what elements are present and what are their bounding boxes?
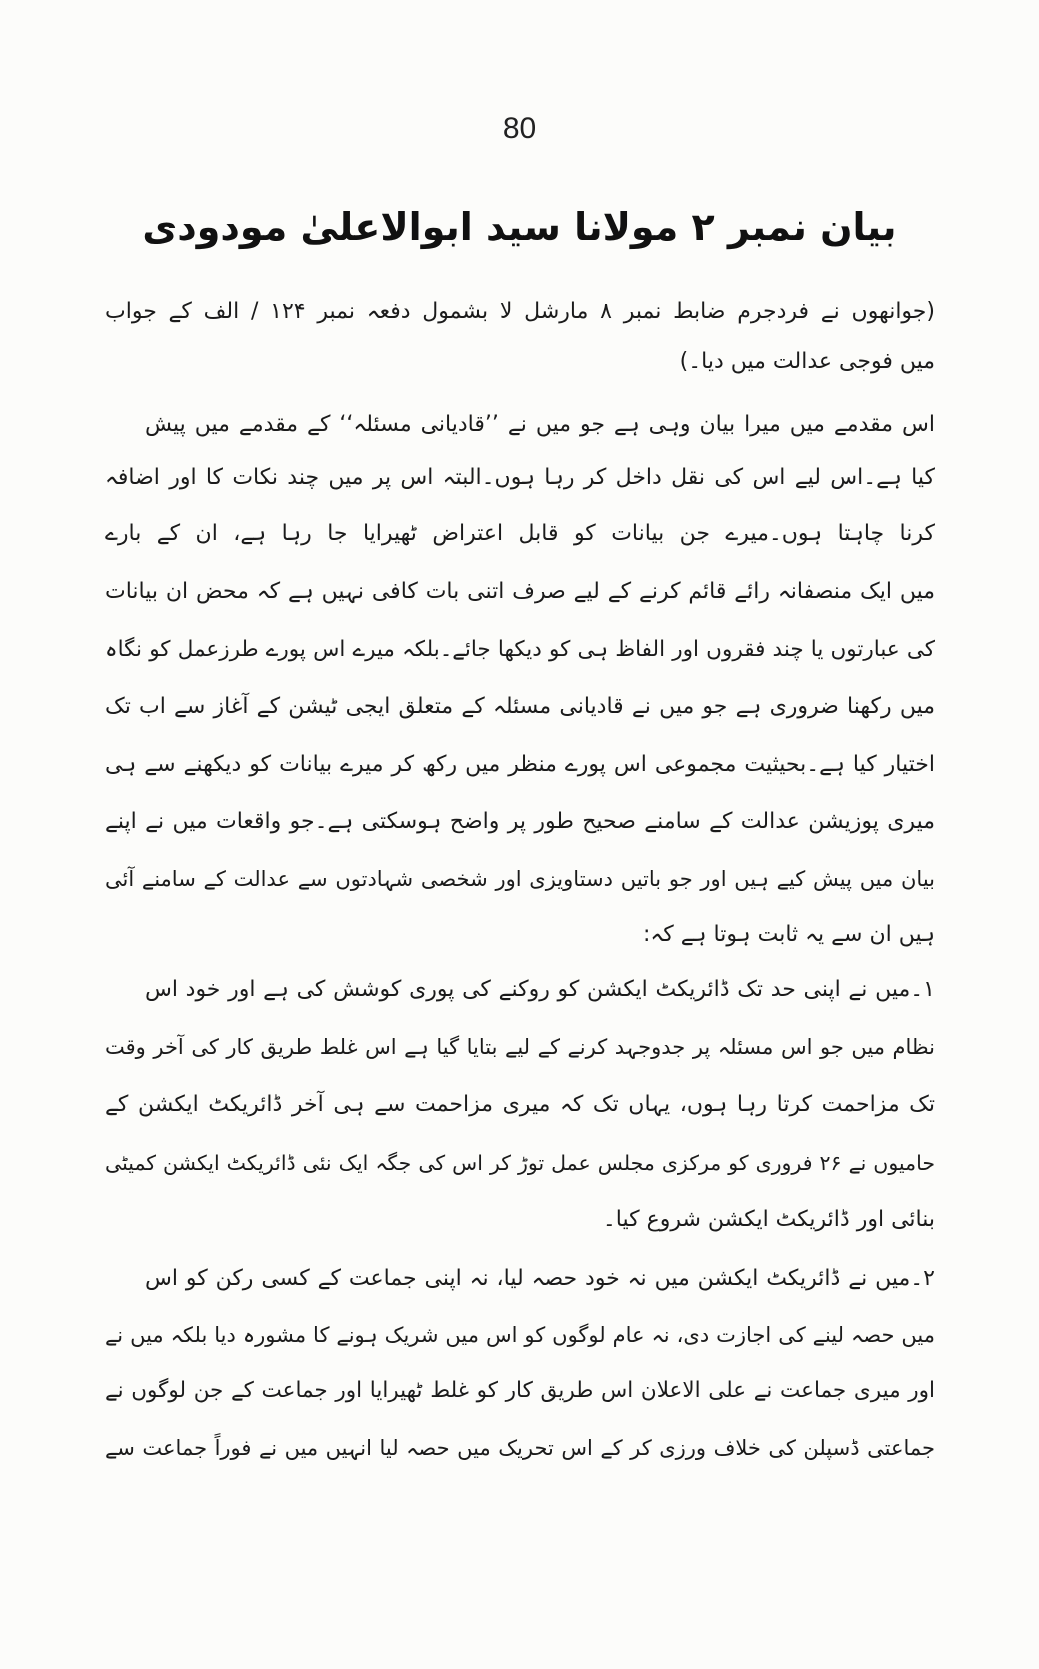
- paragraph-line: ہیں ان سے یہ ثابت ہوتا ہے کہ:: [642, 922, 935, 947]
- paragraph-line: تک مزاحمت کرتا رہا ہوں، یہاں تک کہ میری مزاحمت سے ہی آخر ڈائریکٹ ایکشن کے: [105, 1092, 935, 1117]
- paragraph-line: اور میری جماعت نے علی الاعلان اس طریق کار کو غلط ٹھیرایا اور جماعت کے جن لوگوں نے: [105, 1378, 935, 1403]
- paragraph-line: حامیوں نے ۲۶ فروری کو مرکزی مجلس عمل توڑ کر اس کی جگہ ایک نئی ڈائریکٹ ایکشن کمیٹی: [105, 1151, 936, 1175]
- paragraph-line: بنائی اور ڈائریکٹ ایکشن شروع کیا۔: [602, 1207, 935, 1232]
- paragraph-line: کرنا چاہتا ہوں۔میرے جن بیانات کو قابل اعتراض ٹھیرایا جا رہا ہے، ان کے بارے: [105, 521, 935, 546]
- paragraph-line: میں ایک منصفانہ رائے قائم کرنے کے لیے صرف اتنی بات کافی نہیں ہے کہ محض ان بیانات: [105, 579, 935, 604]
- page-number: 80: [502, 112, 537, 145]
- paragraph-line: کیا ہے۔اس لیے اس کی نقل داخل کر رہا ہوں۔البتہ اس پر میں چند نکات کا اور اضافہ: [105, 465, 935, 490]
- page-title: بیان نمبر ۲ مولانا سید ابوالاعلیٰ مودودی: [142, 205, 897, 249]
- paragraph-line: میری پوزیشن عدالت کے سامنے صحیح طور پر واضح ہوسکتی ہے۔جو واقعات میں نے اپنے: [105, 809, 935, 834]
- paragraph-line: میں رکھنا ضروری ہے جو میں نے قادیانی مسئلہ کے متعلق ایجی ٹیشن کے آغاز سے اب تک: [105, 694, 935, 719]
- paragraph-line: ۲۔میں نے ڈائریکٹ ایکشن میں نہ خود حصہ لیا، نہ اپنی جماعت کے کسی رکن کو اس: [145, 1266, 935, 1291]
- subtitle-line: میں فوجی عدالت میں دیا۔): [679, 349, 935, 374]
- paragraph-line: کی عبارتوں یا چند فقروں اور الفاظ ہی کو دیکھا جائے۔بلکہ میرے اس پورے طرزعمل کو نگاہ: [105, 637, 935, 662]
- paragraph-line: میں حصہ لینے کی اجازت دی، نہ عام لوگوں کو اس میں شریک ہونے کا مشورہ دیا بلکہ میں نے: [105, 1323, 935, 1347]
- paragraph-line: بیان میں پیش کیے ہیں اور جو باتیں دستاویزی اور شخصی شہادتوں سے عدالت کے سامنے آئی: [105, 867, 935, 891]
- paragraph-line: اختیار کیا ہے۔بحیثیت مجموعی اس پورے منظر میں رکھ کر میرے بیانات کو دیکھنے سے ہی: [105, 752, 935, 777]
- paragraph-line: ۱۔میں نے اپنی حد تک ڈائریکٹ ایکشن کو روکنے کی پوری کوشش کی ہے اور خود اس: [145, 977, 935, 1002]
- paragraph-line: جماعتی ڈسپلن کی خلاف ورزی کر کے اس تحریک میں حصہ لیا انہیں میں نے فوراً جماعت سے: [105, 1436, 935, 1460]
- subtitle-line: (جوانھوں نے فردجرم ضابط نمبر ۸ مارشل لا بشمول دفعہ نمبر ۱۲۴ / الف کے جواب: [105, 299, 935, 324]
- paragraph-line: نظام میں جو اس مسئلہ پر جدوجہد کرنے کے لیے بتایا گیا ہے اس غلط طریق کار کی آخر وقت: [105, 1035, 935, 1059]
- paragraph-line: اس مقدمے میں میرا بیان وہی ہے جو میں نے ’’قادیانی مسئلہ‘‘ کے مقدمے میں پیش: [145, 412, 935, 437]
